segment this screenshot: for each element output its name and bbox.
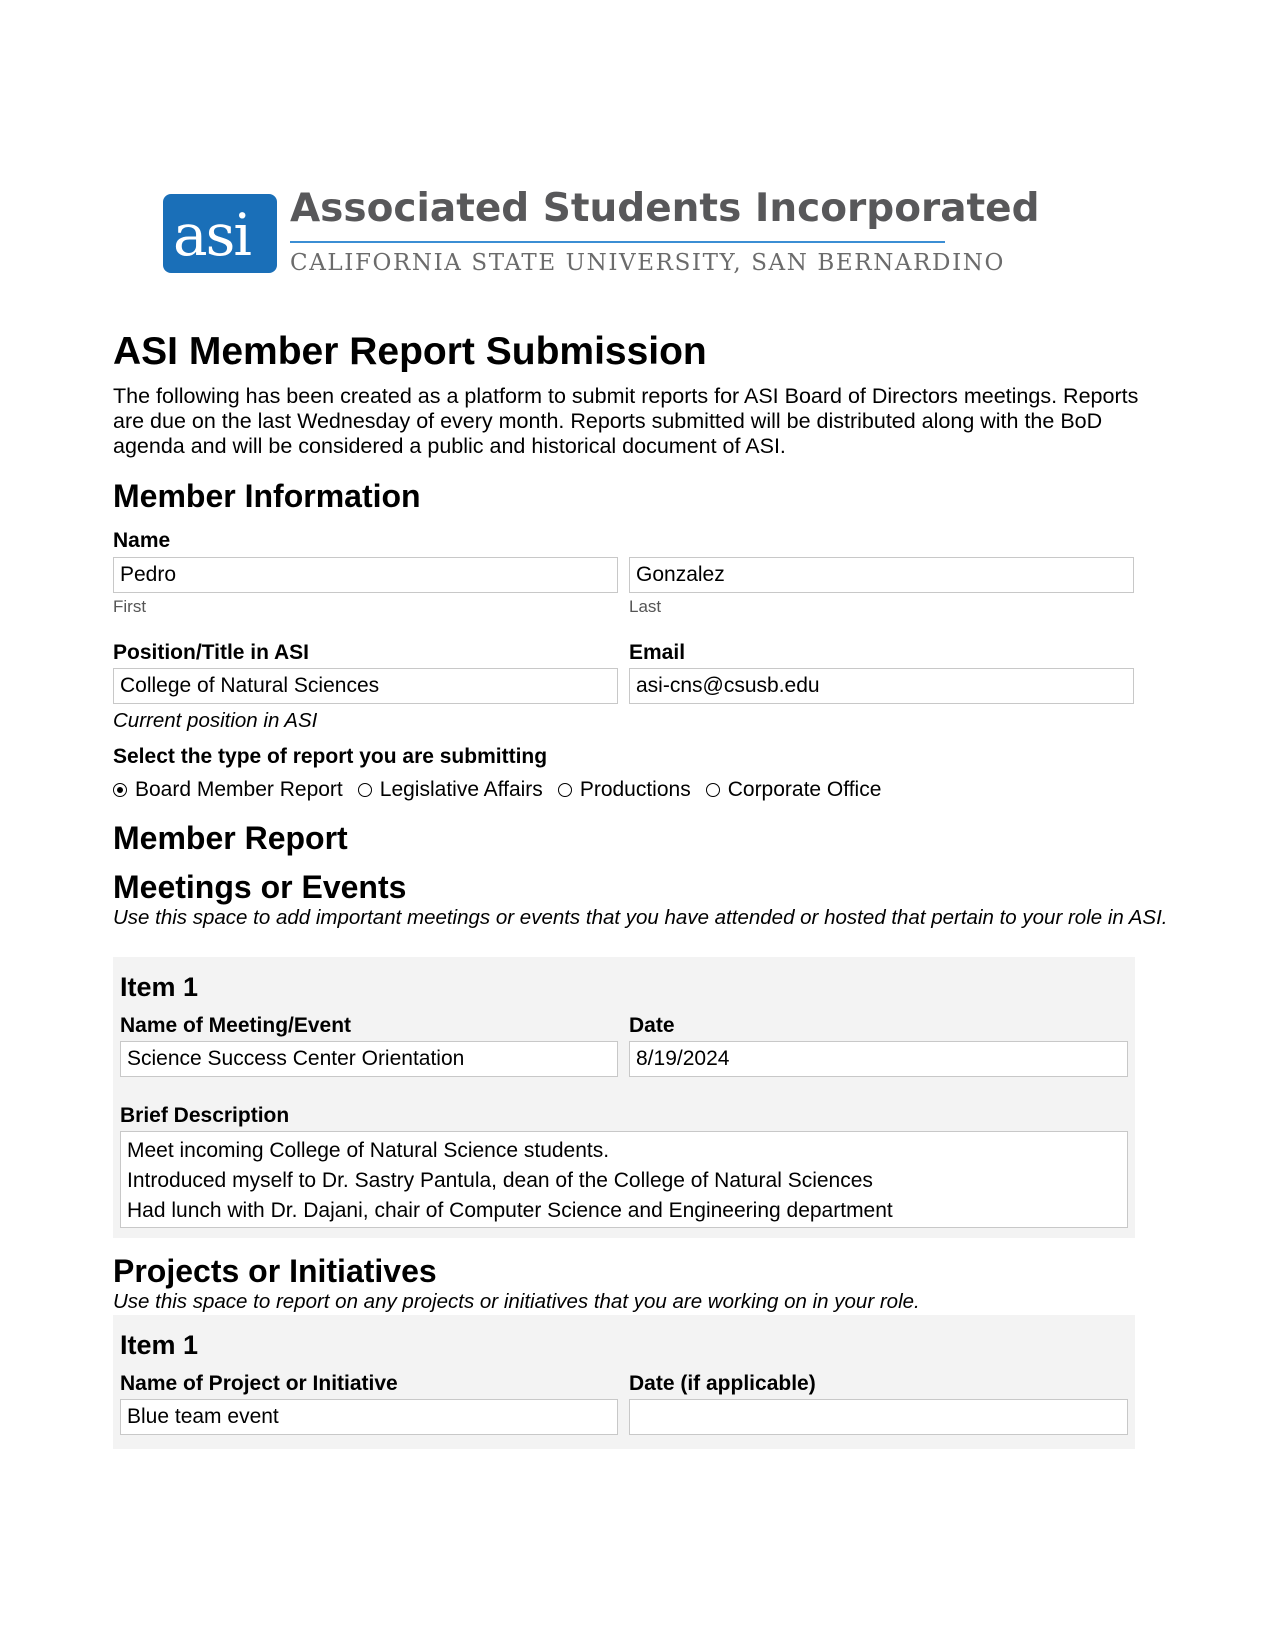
radio-option-productions[interactable] (558, 778, 691, 802)
position-input[interactable]: College of Natural Sciences (113, 668, 618, 704)
page-title: ASI Member Report Submission (113, 330, 707, 373)
radio-label: Board Member Report (135, 778, 343, 801)
radio-label: Corporate Office (727, 778, 882, 801)
meetings-hint: Use this space to add important meetings or events that you have attended or hosted that pertain to your role in ASI. (113, 906, 1168, 929)
description-line: Meet incoming College of Natural Science students. (127, 1139, 610, 1162)
radio-label: Legislative Affairs (379, 778, 543, 801)
radio-option-legislative-affairs[interactable] (358, 778, 543, 802)
email-label: Email (629, 641, 686, 664)
meeting-date-input[interactable]: 8/19/2024 (629, 1041, 1128, 1077)
logo-text: asi (173, 201, 250, 269)
position-label: Position/Title in ASI (113, 641, 310, 664)
member-report-heading: Member Report (113, 820, 348, 856)
project-date-label: Date (if applicable) (629, 1372, 816, 1395)
projects-heading: Projects or Initiatives (113, 1253, 437, 1289)
description-textarea[interactable] (120, 1131, 1128, 1228)
project-item-title: Item 1 (120, 1330, 199, 1360)
last-name-sublabel: Last (629, 597, 662, 616)
meeting-name-input[interactable]: Science Success Center Orientation (120, 1041, 618, 1077)
description-line: Had lunch with Dr. Dajani, chair of Computer Science and Engineering department (127, 1199, 893, 1222)
radio-label: Productions (579, 778, 691, 801)
project-name-input[interactable]: Blue team event (120, 1399, 618, 1435)
radio-button[interactable] (358, 783, 372, 797)
first-name-sublabel: First (113, 597, 147, 616)
email-input[interactable]: asi-cns@csusb.edu (629, 668, 1134, 704)
project-name-label: Name of Project or Initiative (120, 1372, 398, 1395)
description-label: Brief Description (120, 1104, 290, 1127)
asi-logo (163, 194, 277, 273)
org-name: Associated Students Incorporated (290, 186, 1040, 231)
last-name-input[interactable]: Gonzalez (629, 557, 1134, 593)
project-date-input[interactable] (629, 1399, 1128, 1435)
radio-option-board-member-report[interactable] (113, 778, 343, 802)
position-hint: Current position in ASI (113, 709, 318, 732)
meeting-item-title: Item 1 (120, 972, 199, 1002)
description-line: Introduced myself to Dr. Sastry Pantula, dean of the College of Natural Sciences (127, 1169, 873, 1192)
projects-hint: Use this space to report on any projects or initiatives that you are working on in your role. (113, 1290, 920, 1313)
meeting-date-label: Date (629, 1014, 675, 1037)
org-divider (290, 241, 945, 243)
name-label: Name (113, 529, 171, 552)
report-type-label: Select the type of report you are submitting (113, 745, 548, 768)
radio-button[interactable] (113, 783, 127, 797)
member-information-heading: Member Information (113, 478, 421, 514)
meeting-name-label: Name of Meeting/Event (120, 1014, 352, 1037)
first-name-input[interactable]: Pedro (113, 557, 618, 593)
org-subtitle: CALIFORNIA STATE UNIVERSITY, SAN BERNARDINO (290, 250, 1005, 276)
intro-text: The following has been created as a platform to submit reports for ASI Board of Directors meetings. Reports are due on the last Wednesday of every month. Reports submitted will be distributed along with the BoD agenda and will be considered a public and historical document of ASI. (113, 384, 1139, 458)
meetings-heading: Meetings or Events (113, 869, 407, 905)
radio-button[interactable] (706, 783, 720, 797)
radio-button[interactable] (558, 783, 572, 797)
report-type-radio-group (113, 778, 896, 802)
radio-option-corporate-office[interactable] (706, 778, 882, 802)
